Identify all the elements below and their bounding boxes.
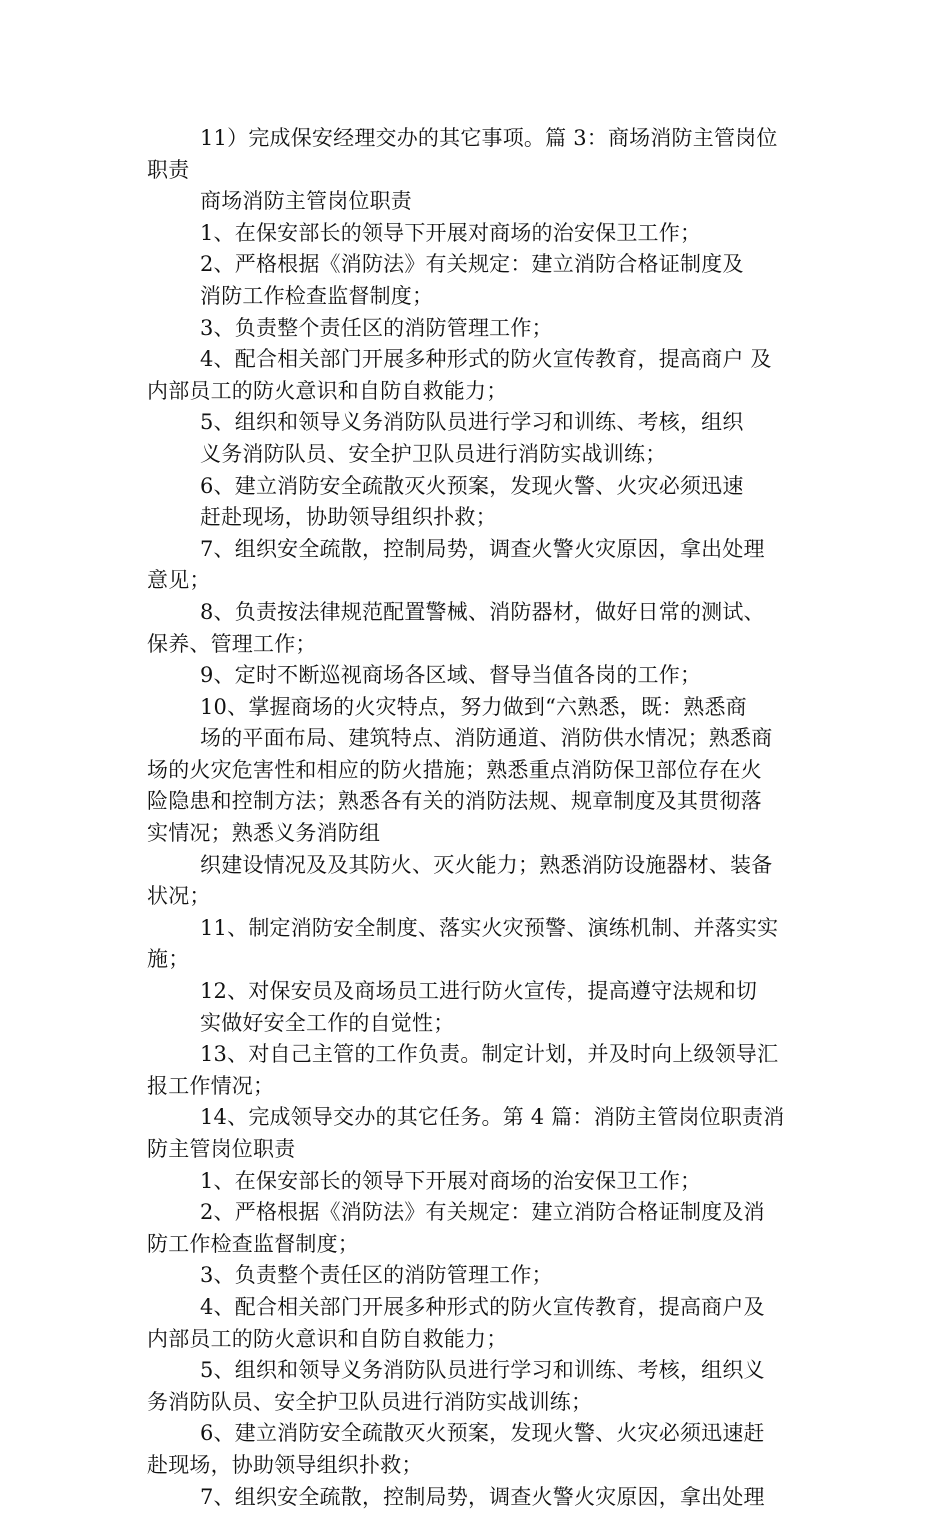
document-line: 12、对保安员及商场员工进行防火宣传，提高遵守法规和切 <box>200 979 758 1004</box>
document-line: 场的火灾危害性和相应的防火措施；熟悉重点消防保卫部位存在火 <box>147 757 762 782</box>
document-line: 11、制定消防安全制度、落实火灾预警、演练机制、并落实实 <box>200 915 779 940</box>
document-line: 6、建立消防安全疏散灭火预案，发现火警、火灾必须迅速赶 <box>200 1421 765 1446</box>
document-line: 7、组织安全疏散，控制局势，调查火警火灾原因，拿出处理 <box>200 1484 765 1509</box>
document-line: 1、在保安部长的领导下开展对商场的治安保卫工作； <box>200 220 702 245</box>
document-line: 4、配合相关部门开展多种形式的防火宣传教育，提高商户 及 <box>200 347 772 372</box>
document-line: 5、组织和领导义务消防队员进行学习和训练、考核，组织 <box>200 410 744 435</box>
document-line: 8、负责按法律规范配置警械、消防器材，做好日常的测试、 <box>200 599 765 624</box>
document-line: 13、对自己主管的工作负责。制定计划，并及时向上级领导汇 <box>200 1042 779 1067</box>
document-line: 9、定时不断巡视商场各区域、督导当值各岗的工作； <box>200 663 702 688</box>
document-line: 2、严格根据《消防法》有关规定：建立消防合格证制度及消 <box>200 1200 765 1225</box>
document-line: 赶赴现场，协助领导组织扑救； <box>200 505 497 530</box>
document-line: 5、组织和领导义务消防队员进行学习和训练、考核，组织义 <box>200 1358 765 1383</box>
document-line: 防工作检查监督制度； <box>147 1231 359 1256</box>
document-line: 商场消防主管岗位职责 <box>200 189 412 214</box>
document-line: 1、在保安部长的领导下开展对商场的治安保卫工作； <box>200 1168 702 1193</box>
document-line: 施； <box>147 947 190 972</box>
document-line: 保养、管理工作； <box>147 631 317 656</box>
document-line: 11）完成保安经理交办的其它事项。篇 3：商场消防主管岗位 <box>200 126 778 150</box>
document-line: 职责 <box>147 157 190 182</box>
document-line: 3、负责整个责任区的消防管理工作； <box>200 1263 553 1288</box>
document-line: 2、严格根据《消防法》有关规定：建立消防合格证制度及 <box>200 252 744 277</box>
document-line: 实情况；熟悉义务消防组 <box>147 821 381 846</box>
document-line: 3、负责整个责任区的消防管理工作； <box>200 315 553 340</box>
document-line: 防主管岗位职责 <box>147 1137 296 1161</box>
document-body <box>147 123 811 1513</box>
document-line: 10、掌握商场的火灾特点，努力做到“六熟悉，既：熟悉商 <box>200 694 747 719</box>
document-line: 织建设情况及及其防火、灭火能力；熟悉消防设施器材、装备 <box>200 852 773 877</box>
document-line: 14、完成领导交办的其它任务。第 4 篇：消防主管岗位职责消 <box>200 1105 785 1130</box>
document-line: 内部员工的防火意识和自防自救能力； <box>147 378 508 403</box>
document-line: 4、配合相关部门开展多种形式的防火宣传教育，提高商户及 <box>200 1294 765 1319</box>
document-line: 实做好安全工作的自觉性； <box>200 1010 455 1035</box>
document-line: 6、建立消防安全疏散灭火预案，发现火警、火灾必须迅速 <box>200 473 744 498</box>
document-line: 消防工作检查监督制度； <box>200 283 434 308</box>
document-line: 场的平面布局、建筑特点、消防通道、消防供水情况；熟悉商 <box>200 726 773 751</box>
document-line: 7、组织安全疏散，控制局势，调查火警火灾原因，拿出处理 <box>200 536 765 561</box>
document-line: 险隐患和控制方法；熟悉各有关的消防法规、规章制度及其贯彻落 <box>147 789 762 814</box>
document-line: 内部员工的防火意识和自防自救能力； <box>147 1326 508 1351</box>
document-line: 义务消防队员、安全护卫队员进行消防实战训练； <box>200 441 667 466</box>
document-line: 意见； <box>147 568 211 593</box>
document-line: 赴现场，协助领导组织扑救； <box>147 1452 423 1477</box>
document-line: 报工作情况； <box>147 1073 275 1098</box>
document-line: 务消防队员、安全护卫队员进行消防实战训练； <box>147 1389 593 1414</box>
document-line: 状况； <box>147 884 211 909</box>
